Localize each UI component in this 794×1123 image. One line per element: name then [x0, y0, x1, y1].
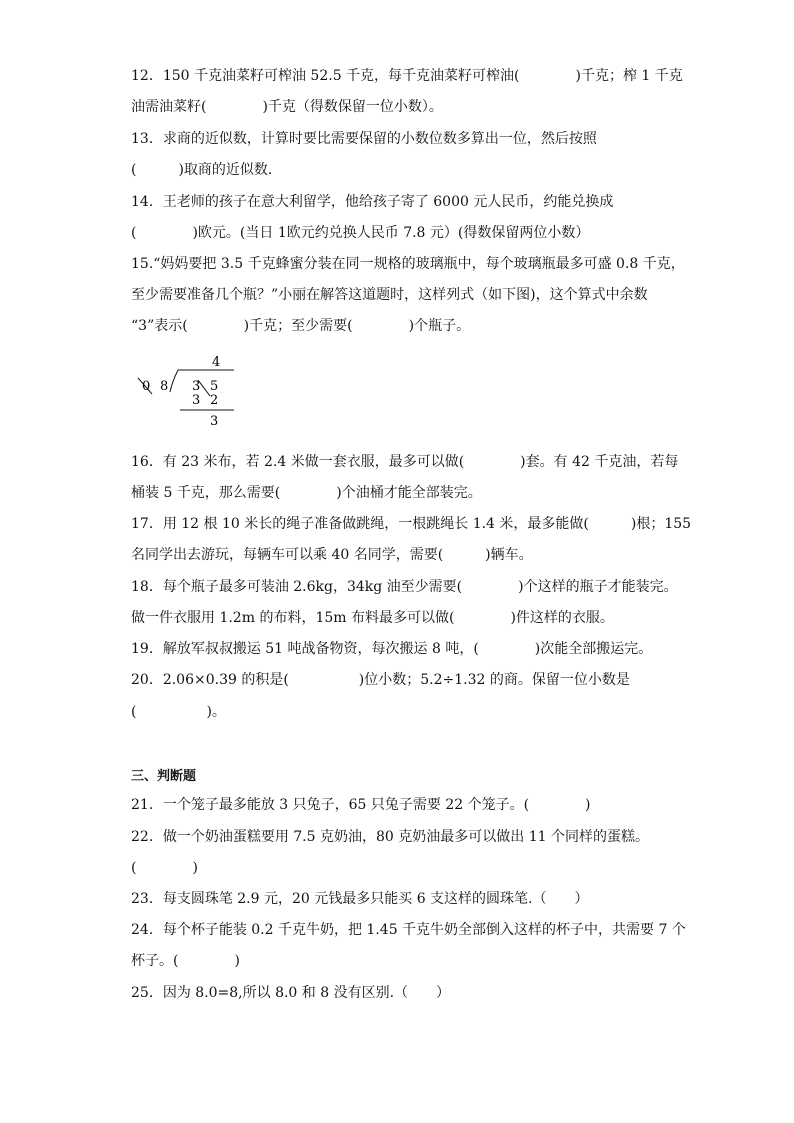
division-quotient: 4: [212, 355, 221, 370]
question-20-line-2: ( )。: [131, 704, 226, 720]
question-17-line-2: 名同学出去游玩，每辆车可以乘 40 名同学，需要( )辆车。: [131, 547, 533, 563]
division-dividend-digit-2: 5: [210, 379, 219, 394]
question-24-line-2: 杯子。( ): [131, 953, 240, 969]
question-22-line-1: 22．做一个奶油蛋糕要用 7.5 克奶油，80 克奶油最多可以做出 11 个同样的蛋糕。: [131, 829, 649, 845]
question-14-line-1: 14．王老师的孩子在意大利留学，他给孩子寄了 6000 元人民币，约能兑换成: [131, 194, 614, 210]
question-12-line-2: 油需油菜籽( )千克（得数保留一位小数）。: [131, 99, 443, 115]
question-19-line-1: 19．解放军叔叔搬运 51 吨战备物资，每次搬运 8 吨，( )次能全部搬运完。: [131, 641, 653, 657]
question-22-line-2: ( ): [131, 860, 198, 876]
division-product-digit-2: 2: [210, 393, 219, 408]
division-remainder: 3: [210, 414, 219, 429]
long-division-figure: [136, 350, 246, 430]
division-divisor-digit-1: 0: [142, 379, 151, 394]
division-divisor-digit-2: 8: [160, 379, 169, 394]
question-21-line-1: 21．一个笼子最多能放 3 只兔子，65 只兔子需要 22 个笼子。( ): [131, 797, 591, 813]
question-18-line-2: 做一件衣服用 1.2m 的布料，15m 布料最多可以做( )件这样的衣服。: [131, 610, 614, 626]
question-13-line-1: 13．求商的近似数，计算时要比需要保留的小数位数多算出一位，然后按照: [131, 131, 597, 147]
question-16-line-2: 桶装 5 千克，那么需要( )个油桶才能全部装完。: [131, 485, 482, 501]
division-product-digit-1: 3: [192, 393, 201, 408]
question-15-line-2: 至少需要准备几个瓶？”小丽在解答这道题时，这样列式（如下图)，这个算式中余数: [131, 287, 648, 303]
question-12-line-1: 12．150 千克油菜籽可榨油 52.5 千克，每千克油菜籽可榨油( )千克；榨 1 千克: [131, 68, 683, 84]
division-dividend-digit-1: 3: [192, 379, 201, 394]
question-18-line-1: 18．每个瓶子最多可装油 2.6kg，34kg 油至少需要( )个这样的瓶子才能装完。: [131, 579, 678, 595]
question-24-line-1: 24．每个杯子能装 0.2 千克牛奶，把 1.45 千克牛奶全部倒入这样的杯子中，共需要 7 个: [131, 922, 686, 938]
question-14-line-2: ( )欧元。(当日 1欧元约兑换人民币 7.8 元）(得数保留两位小数）: [131, 225, 590, 241]
question-23-line-1: 23．每支圆珠笔 2.9 元，20 元钱最多只能买 6 支这样的圆珠笔.（ ）: [131, 891, 589, 907]
question-13-line-2: ( )取商的近似数.: [131, 162, 273, 178]
section-title-judgment: 三、判断题: [131, 769, 197, 784]
question-25-line-1: 25．因为 8.0=8,所以 8.0 和 8 没有区别.（ ）: [131, 985, 451, 1001]
question-15-line-1: 15.“妈妈要把 3.5 千克蜂蜜分装在同一规格的玻璃瓶中，每个玻璃瓶最多可盛 0.8 千克，: [131, 256, 685, 272]
question-20-line-1: 20．2.06×0.39 的积是( )位小数；5.2÷1.32 的商。保留一位小数是: [131, 672, 630, 688]
question-17-line-1: 17．用 12 根 10 米长的绳子准备做跳绳，一根跳绳长 1.4 米，最多能做( )根；155: [131, 516, 692, 532]
question-16-line-1: 16．有 23 米布，若 2.4 米做一套衣服，最多可以做( )套。有 42 千克油，若每: [131, 454, 679, 470]
question-15-line-3: “3”表示( )千克；至少需要( )个瓶子。: [131, 318, 471, 334]
